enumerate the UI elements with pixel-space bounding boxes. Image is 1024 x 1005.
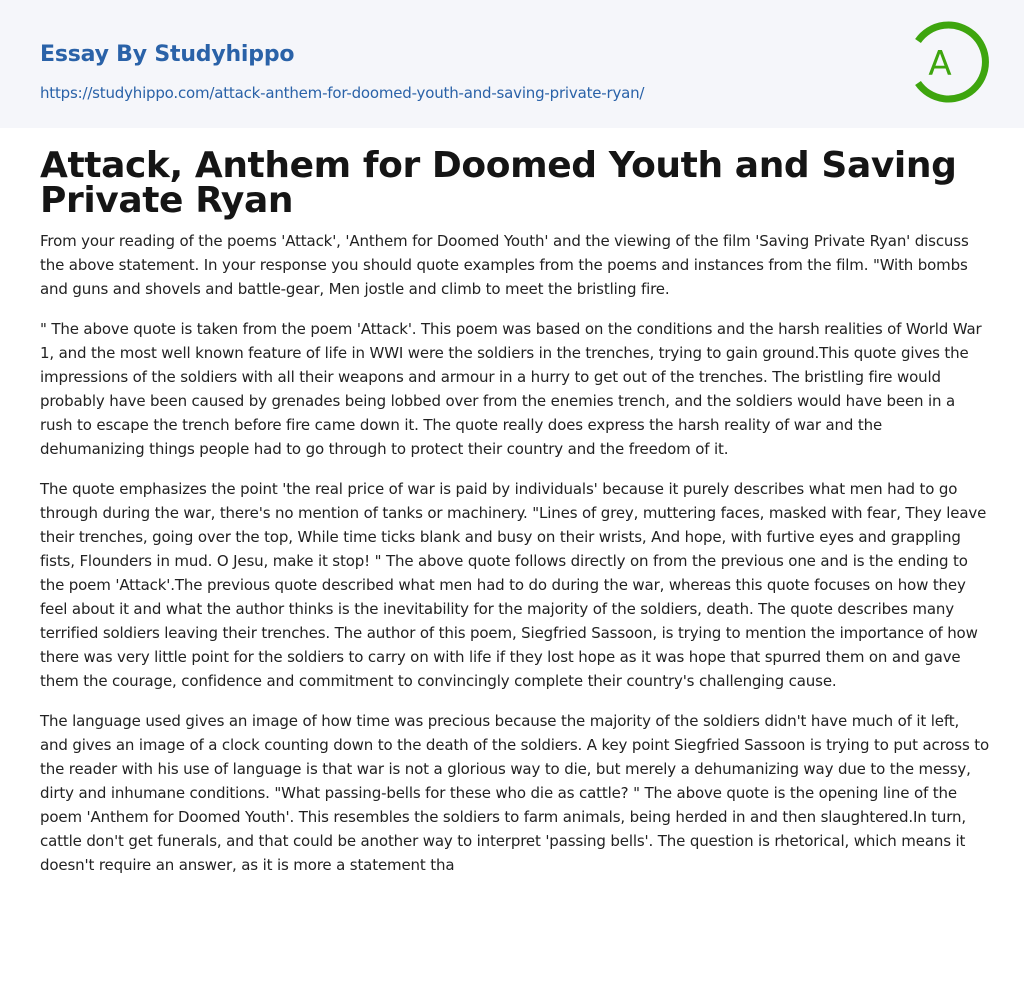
essay-url-link[interactable]: https://studyhippo.com/attack-anthem-for-doomed-youth-and-saving-private-ryan/: [40, 84, 645, 102]
logo-letter: A: [928, 44, 952, 84]
essay-paragraph: The quote emphasizes the point 'the real price of war is paid by individuals' because it purely describes what men had to go through during the war, there's no mention of tanks or machinery. "Lines of grey, muttering faces, masked with fear, They leave their trenches, going over the top, While time ticks blank and busy on their wrists, And hope, with furtive eyes and grappling fists, Flounders in mud. O Jesu, make it stop! " The above quote follows directly on from the previous one and is the ending to the poem 'Attack'.The previous quote described what men had to do during the war, whereas this quote focuses on how they feel about it and what the author thinks is the inevitability for the majority of the soldiers, death. The quote describes many terrified soldiers leaving their trenches. The author of this poem, Siegfried Sassoon, is trying to mention the importance of how there was very little point for the soldiers to carry on with life if they lost hope as it was hope that spurred them on and gave them the courage, confidence and commitment to convincingly complete their country's challenging cause.: [40, 480, 987, 690]
site-title: Essay By Studyhippo: [40, 42, 295, 67]
site-header: [0, 0, 1024, 128]
studyhippo-logo-icon[interactable]: [905, 19, 991, 105]
essay-paragraph: From your reading of the poems 'Attack', 'Anthem for Doomed Youth' and the viewing of the film 'Saving Private Ryan' discuss the above statement. In your response you should quote examples from the poems and instances from the film. "With bombs and guns and shovels and battle-gear, Men jostle and climb to meet the bristling fire.: [40, 232, 969, 298]
essay-title: Attack, Anthem for Doomed Youth and Saving Private Ryan: [40, 145, 957, 221]
essay-paragraph: " The above quote is taken from the poem 'Attack'. This poem was based on the conditions and the harsh realities of World War 1, and the most well known feature of life in WWI were the soldiers in the trenches, trying to gain ground.This quote gives the impressions of the soldiers with all their weapons and armour in a hurry to get out of the trenches. The bristling fire would probably have been caused by grenades being lobbed over from the enemies trench, and the soldiers would have been in a rush to escape the trench before fire came down it. The quote really does express the harsh reality of war and the dehumanizing things people had to go through to protect their country and the freedom of it.: [40, 320, 982, 458]
essay-paragraph: The language used gives an image of how time was precious because the majority of the soldiers didn't have much of it left, and gives an image of a clock counting down to the death of the soldiers. A key point Siegfried Sassoon is trying to put across to the reader with his use of language is that war is not a glorious way to die, but merely a dehumanizing way due to the messy, dirty and inhumane conditions. "What passing-bells for these who die as cattle? " The above quote is the opening line of the poem 'Anthem for Doomed Youth'. This resembles the soldiers to farm animals, being herded in and then slaughtered.In turn, cattle don't get funerals, and that could be another way to interpret 'passing bells'. The question is rhetorical, which means it doesn't require an answer, as it is more a statement tha: [40, 712, 990, 874]
essay-body: [40, 229, 990, 893]
